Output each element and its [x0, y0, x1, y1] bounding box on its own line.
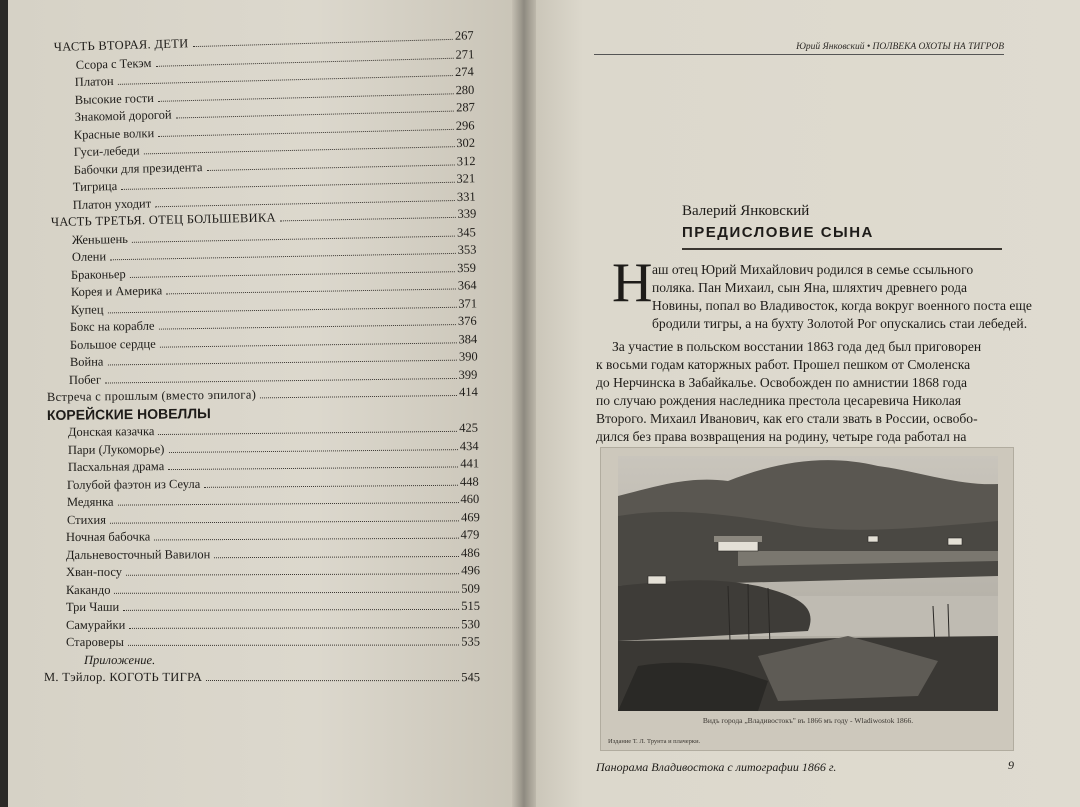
toc-row — [66, 634, 480, 649]
toc-leader-dots — [279, 217, 455, 222]
toc-page-number: 287 — [455, 100, 475, 115]
toc-title: Приложение. — [83, 652, 156, 667]
toc-title: М. Тэйлор. КОГОТЬ ТИГРА — [44, 670, 203, 685]
toc-row — [66, 581, 480, 596]
toc-page-number: 339 — [456, 206, 476, 221]
toc-leader-dots — [160, 342, 457, 347]
toc-leader-dots — [155, 200, 455, 207]
toc-page-number: 486 — [460, 545, 480, 560]
toc-title: Три Чаши — [65, 599, 120, 614]
toc-title: Тигрица — [72, 179, 118, 194]
toc-leader-dots — [158, 93, 454, 102]
toc-leader-dots — [214, 555, 459, 557]
toc-title: Хван-посу — [65, 564, 123, 579]
toc-page-number: 545 — [461, 670, 481, 685]
toc-page-number: 376 — [458, 313, 478, 329]
toc-page-number: 302 — [456, 135, 476, 151]
toc-row — [71, 296, 477, 317]
toc-title: Какандо — [65, 582, 111, 597]
toc-title: Большое сердце — [69, 336, 156, 352]
toc-title: Стихия — [66, 512, 106, 527]
toc-leader-dots — [159, 324, 456, 330]
toc-page-number: 296 — [455, 117, 475, 133]
toc-title: Купец — [70, 301, 104, 317]
toc-leader-dots — [110, 520, 459, 523]
toc-page-number: 359 — [457, 260, 477, 275]
toc-page-number: 460 — [460, 491, 480, 507]
toc-row — [71, 278, 477, 299]
body-line: к восьми годам каторжных работ. Прошел пешком от Смоленска — [596, 357, 971, 372]
toc-page-number: 371 — [457, 295, 477, 311]
toc-row — [46, 403, 478, 422]
toc-leader-dots — [128, 645, 459, 646]
toc-leader-dots — [168, 466, 458, 470]
toc-page-number: 353 — [457, 242, 477, 257]
body-line: до Нерчинска в Забайкалье. Освобожден по амнистии 1868 года — [596, 375, 968, 390]
toc-page-number: 441 — [459, 456, 479, 471]
toc-page-number: 321 — [456, 171, 476, 186]
toc-row — [69, 349, 477, 369]
toc-title: Красные волки — [73, 125, 155, 142]
toc-leader-dots — [126, 573, 459, 575]
toc-row — [44, 670, 480, 684]
toc-leader-dots — [110, 253, 456, 260]
toc-title: Ссора с Текэм — [75, 55, 152, 72]
toc-leader-dots — [159, 431, 458, 435]
toc-row — [66, 563, 480, 579]
toc-title: Знакомой дорогой — [74, 107, 172, 124]
page-number: 9 — [1008, 758, 1014, 772]
section-title: ПРЕДИСЛОВИЕ СЫНА — [682, 224, 874, 241]
toc-title: Платон уходит — [72, 195, 152, 212]
table-of-contents — [0, 0, 520, 807]
toc-row — [66, 528, 479, 544]
toc-title: Олени — [71, 249, 106, 264]
toc-title: Женьшень — [71, 231, 129, 247]
toc-page-number: 509 — [461, 581, 480, 596]
toc-page-number: 414 — [459, 384, 478, 399]
toc-title: Корея и Америка — [70, 283, 163, 299]
figure-caption: Панорама Владивостока с литографии 1866 г. — [596, 760, 837, 774]
toc-page-number: 496 — [461, 563, 480, 578]
toc-page-number: 331 — [456, 189, 476, 204]
toc-page-number: 515 — [461, 598, 480, 613]
toc-leader-dots — [107, 306, 456, 313]
toc-title: Побег — [69, 372, 102, 387]
toc-title: Платон — [74, 73, 115, 89]
toc-title: Браконьер — [71, 266, 127, 282]
toc-row — [66, 599, 480, 614]
toc-leader-dots — [123, 609, 459, 611]
photo-credit: Издание Т. Л. Трунта и плачерки. — [608, 738, 701, 745]
toc-title: Донская казачка — [68, 424, 155, 439]
toc-page-number: 390 — [458, 349, 478, 364]
toc-title: Бокс на корабле — [70, 318, 155, 334]
title-rule — [682, 248, 1002, 250]
toc-page-number: 384 — [458, 331, 478, 346]
toc-title: Пасхальная драма — [67, 459, 164, 474]
toc-title: Голубой фаэтон из Сеула — [67, 476, 201, 492]
toc-title: Дальневосточный Вавилон — [65, 546, 211, 562]
toc-page-number: 312 — [456, 153, 476, 168]
toc-page-number: 364 — [457, 278, 477, 293]
toc-page-number: 479 — [460, 527, 480, 542]
body-line: Второго. Михаил Иванович, как его стали звать в России, освобо- — [596, 411, 978, 426]
body-line: дился без права возвращения на родину, четыре года работал на — [596, 429, 967, 444]
toc-leader-dots — [118, 75, 454, 85]
body-line: За участие в польском восстании 1863 года дед был приговорен — [612, 339, 982, 354]
photo-caption: Видъ города „Владивостокъ" въ 1866 мъ году - Wladiwostok 1866. — [702, 716, 914, 725]
toc-title: ЧАСТЬ ТРЕТЬЯ. ОТЕЦ БОЛЬШЕВИКА — [50, 210, 276, 229]
toc-leader-dots — [107, 360, 457, 366]
toc-leader-dots — [205, 484, 459, 487]
toc-leader-dots — [155, 57, 453, 66]
toc-leader-dots — [158, 128, 454, 136]
toc-row — [67, 456, 478, 474]
toc-title: Встреча с прошлым (вместо эпилога) — [46, 387, 257, 404]
toc-row — [69, 367, 478, 386]
toc-row — [70, 314, 477, 334]
toc-row — [70, 332, 478, 352]
toc-leader-dots — [166, 288, 456, 294]
toc-row — [84, 652, 480, 666]
toc-page-number: 530 — [461, 616, 480, 631]
toc-leader-dots — [154, 538, 458, 541]
toc-title: Война — [69, 354, 104, 369]
toc-leader-dots — [193, 39, 454, 47]
toc-page-number: 271 — [454, 46, 475, 62]
toc-row — [66, 617, 480, 632]
toc-page-number: 434 — [459, 438, 479, 453]
drop-cap: Н — [612, 252, 653, 314]
body-line: аш отец Юрий Михайлович родился в семье ссыльного — [652, 262, 974, 277]
vladivostok-photo — [618, 456, 998, 711]
toc-title: Высокие гости — [74, 90, 154, 107]
toc-leader-dots — [206, 680, 459, 681]
author-name: Валерий Янковский — [682, 203, 810, 219]
toc-leader-dots — [132, 235, 455, 242]
toc-leader-dots — [114, 591, 459, 593]
toc-title: КОРЕЙСКИЕ НОВЕЛЛЫ — [46, 404, 211, 423]
toc-row — [67, 492, 479, 509]
toc-leader-dots — [121, 182, 454, 190]
toc-leader-dots — [260, 395, 457, 398]
toc-leader-dots — [105, 377, 457, 383]
body-line: Новины, попал во Владивосток, когда вокруг военного поста еще — [652, 298, 1032, 313]
toc-leader-dots — [144, 146, 455, 154]
toc-row — [66, 510, 479, 527]
running-head: Юрий Янковский • ПОЛВЕКА ОХОТЫ НА ТИГРОВ — [594, 42, 1004, 55]
toc-page-number: 267 — [454, 28, 474, 43]
toc-row — [47, 385, 478, 404]
toc-row — [68, 438, 479, 456]
toc-title: Ночная бабочка — [66, 529, 151, 544]
body-line: поляка. Пан Михаил, сын Яна, шляхтич древнего рода — [652, 280, 968, 295]
toc-title: Бабочки для президента — [73, 159, 203, 177]
toc-leader-dots — [175, 111, 454, 119]
toc-page-number: 399 — [458, 367, 478, 382]
toc-page-number: 425 — [459, 420, 479, 435]
toc-leader-dots — [206, 164, 454, 171]
body-line: по случаю рождения наследника престола цесаревича Николая — [596, 393, 962, 408]
toc-row — [68, 421, 478, 439]
toc-page-number: 448 — [460, 474, 479, 489]
toc-leader-dots — [117, 502, 458, 506]
toc-page-number: 274 — [455, 64, 475, 79]
toc-title: Пари (Лукоморье) — [67, 441, 165, 457]
toc-row — [67, 474, 479, 491]
toc-title: Медянка — [66, 494, 114, 509]
toc-leader-dots — [130, 271, 455, 278]
toc-page-number: 345 — [457, 224, 477, 240]
toc-leader-dots — [129, 627, 459, 629]
toc-leader-dots — [168, 449, 457, 453]
toc-row — [66, 545, 480, 561]
toc-page-number: 280 — [455, 82, 475, 97]
toc-page-number: 469 — [460, 509, 480, 524]
toc-title: Самурайки — [65, 617, 126, 632]
toc-title: Гуси-лебеди — [73, 143, 140, 159]
body-line: бродили тигры, а на бухту Золотой Рог опускались стаи лебедей. — [652, 316, 1028, 331]
toc-title: Староверы — [65, 634, 124, 649]
toc-page-number: 535 — [461, 634, 480, 649]
toc-title: ЧАСТЬ ВТОРАЯ. ДЕТИ — [53, 36, 189, 54]
